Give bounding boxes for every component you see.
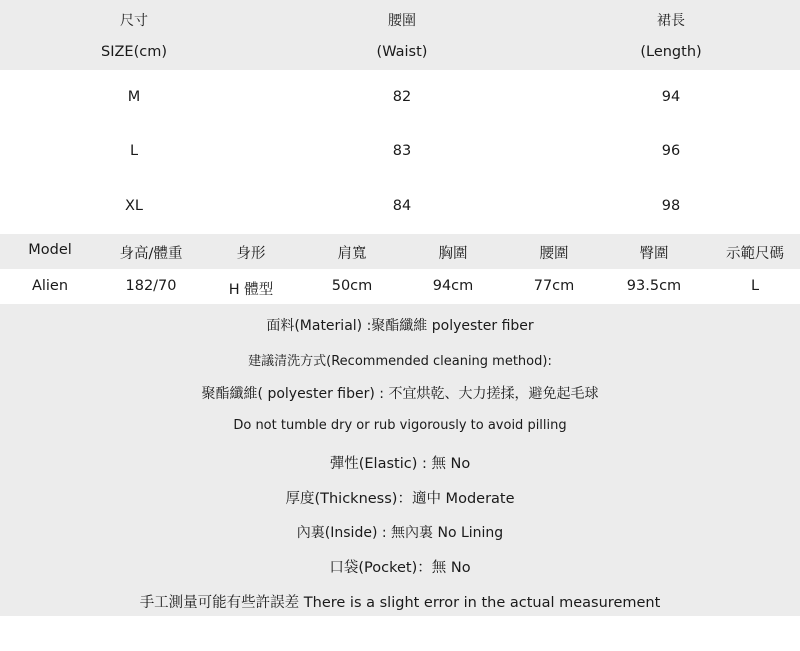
length-cell: 98: [661, 198, 681, 214]
lining-line: 內裏(Inside) : 無內裏 No Lining: [296, 525, 504, 541]
waist-header: 腰圍: [539, 246, 569, 262]
hip-value: 93.5cm: [626, 278, 682, 294]
thickness-line: 厚度(Thickness)：適中 Moderate: [285, 491, 515, 507]
model-table-header: [0, 234, 800, 269]
size-header-zh: 尺寸: [120, 13, 148, 29]
waist-cell: 82: [392, 89, 412, 105]
waist-header-zh: 腰圍: [388, 13, 416, 29]
size-cell: M: [127, 89, 141, 105]
pocket-line: 口袋(Pocket)：無 No: [329, 560, 471, 576]
length-header-zh: 裙長: [657, 13, 685, 29]
size-table-header: [0, 0, 800, 70]
size-table-body: [0, 70, 800, 234]
shoulder-value: 50cm: [331, 278, 373, 294]
elastic-line: 彈性(Elastic) : 無 No: [329, 456, 471, 472]
height-weight-header: 身高/體重: [119, 246, 183, 262]
measurement-note: 手工測量可能有些許誤差 There is a slight error in the actual measurement: [139, 595, 661, 611]
waist-cell: 84: [392, 198, 412, 214]
model-name: Alien: [31, 278, 69, 294]
size-header-en: SIZE(cm): [101, 44, 167, 60]
size-cell: L: [129, 143, 139, 159]
size-cell: XL: [124, 198, 144, 214]
cleaning-note-en: Do not tumble dry or rub vigorously to avoid pilling: [233, 418, 567, 433]
hip-header: 臀圍: [639, 246, 669, 262]
model-table-row: [0, 269, 800, 304]
product-info: [0, 304, 800, 616]
chest-header: 胸圍: [438, 246, 468, 262]
height-weight-value: 182/70: [125, 278, 177, 294]
length-header-en: (Length): [640, 44, 702, 60]
model-header: Model: [28, 242, 72, 258]
waist-header-en: (Waist): [376, 44, 428, 60]
length-cell: 96: [661, 143, 681, 159]
waist-value: 77cm: [533, 278, 575, 294]
body-shape-value: H 體型: [228, 282, 274, 298]
sample-size-value: L: [750, 278, 760, 294]
sample-size-header: 示範尺碼: [726, 246, 784, 262]
cleaning-heading: 建議清洗方式(Recommended cleaning method):: [248, 354, 552, 369]
material-line: 面料(Material) :聚酯纖維 polyester fiber: [266, 318, 534, 334]
shoulder-header: 肩寬: [337, 246, 367, 262]
body-shape-header: 身形: [236, 246, 266, 262]
cleaning-note-zh: 聚酯纖維( polyester fiber) : 不宜烘乾、大力搓揉，避免起毛球: [201, 386, 599, 402]
waist-cell: 83: [392, 143, 412, 159]
length-cell: 94: [661, 89, 681, 105]
chest-value: 94cm: [432, 278, 474, 294]
